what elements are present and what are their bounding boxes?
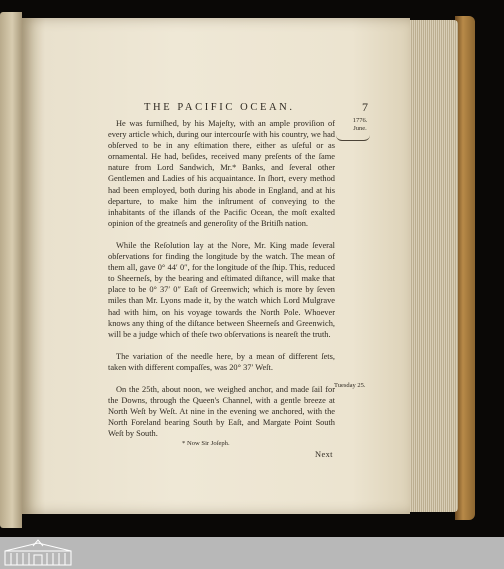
paragraph: On the 25th, about noon, we weighed anchor, and made ſail for the Downs, through the Queen's Channel, with a gentle breeze at North Weſt by Weſt. At nine in the evening we anchored, with the North Foreland bearing South by Eaſt, and Margate Point South Weſt by South.: [108, 384, 335, 439]
running-head: THE PACIFIC OCEAN.: [144, 102, 295, 113]
margin-note-day: Tuesday 25.: [334, 382, 366, 389]
margin-month: June.: [353, 125, 367, 132]
book-page: [22, 18, 410, 514]
margin-brace: [336, 135, 370, 141]
paragraph: While the Reſolution lay at the Nore, Mr. King made ſeveral obſervations for finding the longitude by the watch. The mean of them all, gave 0° 44′ 0″, for the longitude of the ſhip. This, reduced to Sheerneſs, by the bearing and eſtimated diſtance, will make that place to be 0° 37′ 0″ Eaſt of Greenwich; which is more by ſeven miles than Mr. Lyons made it, by the watch which Lord Mulgrave had with him, on his voyage towards the North Pole. Whoever knows any thing of the diſtance between Sheerneſs and Greenwich, will be a judge which of theſe two obſervations is neareſt the truth.: [108, 240, 335, 339]
body-text: [108, 118, 335, 439]
left-page-edge: [0, 12, 22, 528]
footnote: * Now Sir Joſeph.: [182, 440, 230, 447]
book-cover-edge: [455, 16, 475, 520]
library-building-logo-icon: [3, 539, 73, 567]
margin-year: 1776.: [352, 117, 368, 124]
viewer-footer-bar: [0, 537, 504, 569]
page-stack-edge: [408, 20, 458, 512]
margin-note-date: [348, 117, 372, 133]
page-number: 7: [362, 100, 368, 114]
paragraph: He was furniſhed, by his Majeſty, with an ample proviſion of every article which, during our intercourſe with his country, we had obſerved to be in any eſtimation there, either as uſeful or as ornamental. He had, beſides, received many preſents of the ſame nature from Lord Sandwich, Mr.* Banks, and ſeveral other Gentlemen and Ladies of his acquaintance. In ſhort, every method had been employed, both during his abode in England, and at his departure, to make him the inſtrument of conveying to the inhabitants of the iſlands of the Pacific Ocean, the moſt exalted opinion of the greatneſs and generoſity of the Britiſh nation.: [108, 119, 335, 228]
paragraph: The variation of the needle here, by a mean of different ſets, taken with different compaſſes, was 20° 37′ Weſt.: [108, 351, 335, 372]
catchword: Next: [315, 450, 333, 459]
